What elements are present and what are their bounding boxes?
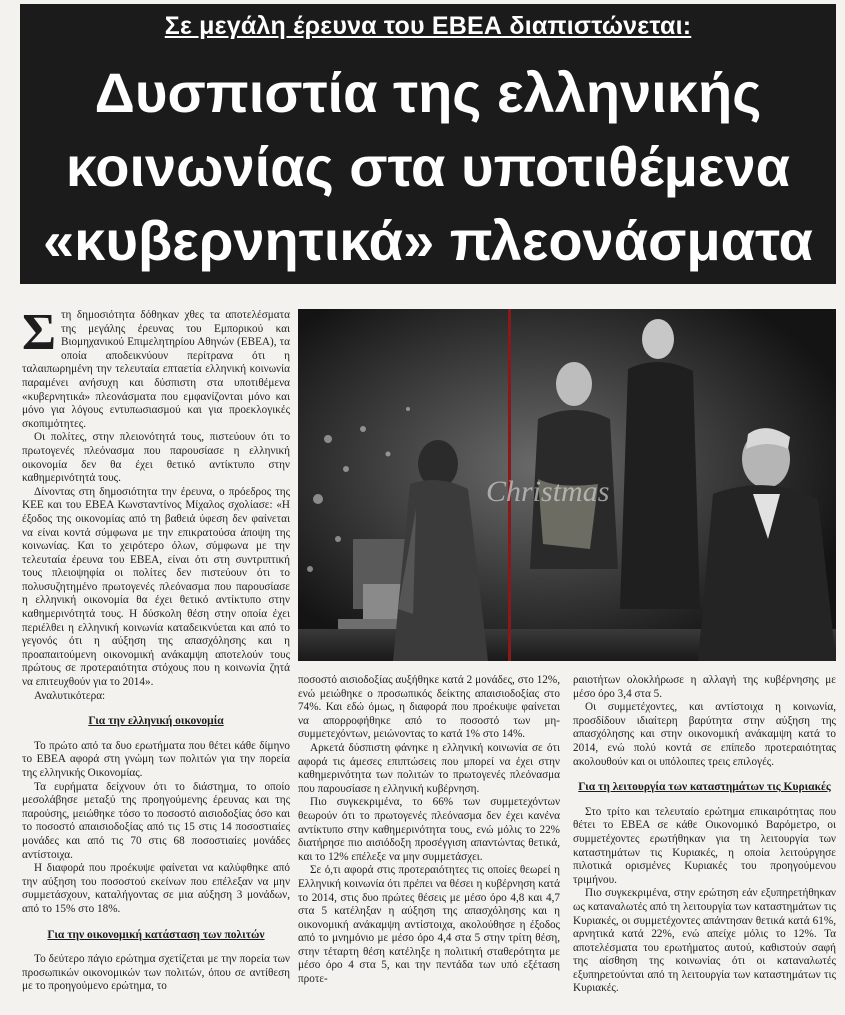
paragraph: Τα ευρήματα δείχνουν ότι το διάστημα, το οποίο μεσολάβησε μεταξύ της προηγούμενης έρευνας και της παρούσης, μειώθηκε τόσο το ποσοστό αισιοδοξίας όσο και το ποσοστό απαισιοδοξίας από τις 15 στις 14 ποσοστιαίες μονάδες και από τις 70 στις 68 ποσοστιαίες μονάδες αντίστοιχα. (22, 780, 290, 861)
section-heading: Για τη λειτουργία των καταστημάτων τις Κυριακές (578, 781, 831, 794)
article-column-3 (573, 674, 836, 996)
paragraph: Το πρώτο από τα δυο ερωτήματα που θέτει κάθε δίμηνο το ΕΒΕΑ αφορά στη γνώμη των πολιτών για την πορεία της ελληνικής Οικονομίας. (22, 739, 290, 779)
article-column-1 (22, 304, 290, 994)
paragraph: Το δεύτερο πάγιο ερώτημα σχετίζεται με την πορεία των προσωπικών οικονομικών των πολιτών, όπου σε αντίθεση με το προηγούμενο ερώτημα, το (22, 953, 290, 993)
headline-line-3: «κυβερνητικά» πλεονάσματα (43, 209, 813, 272)
paragraph: Σε ό,τι αφορά στις προτεραιότητες τις οποίες θεωρεί η Ελληνική κοινωνία ότι πρέπει να θέσει η κυβέρνηση κατά το 2014, στις δυο πρώτες θέσεις με μέσο όρο 4,8 και 4,7 στα 5 κατέληξαν η αύξηση της απασχόλησης και η οικονομική ανάκαμψη αντίστοιχα, ακολούθησε η έξοδος από το μνημόνιο με μέσο όρο 4,4 στα 5 στην τρίτη θέση, στην τέταρτη θέση κατέληξε η πολιτική σταθερότητα με μέσο όρο 4 στα 5, και την πεντάδα των υπό εξέταση προτε- (298, 864, 560, 986)
paragraph: ραιοτήτων ολοκλήρωσε η αλλαγή της κυβέρνησης με μέσο όρο 3,4 στα 5. (573, 674, 836, 700)
paragraph: ποσοστό αισιοδοξίας αυξήθηκε κατά 2 μονάδες, στο 12%, ενώ μειώθηκε ο προσωπικός δείκτης απαισιοδοξίας στο 74%. Και εδώ όμως, η διαφορά που προέκυψε φαίνεται να απορροφήθηκε από το ποσοστό των μη-συμμετεχόντων, μειώνοντας το κατά 1% στο 14%. (298, 674, 560, 741)
paragraph: Αρκετά δύσπιστη φάνηκε η ελληνική κοινωνία σε ότι αφορά τις άμεσες επιπτώσεις που μπορεί να έχει στην καθημερινότητα των πολιτών το πρωτογενές πλεόνασμα που παρουσίασε η ελληνική κυβέρνηση. (298, 741, 560, 795)
paragraph: Στη δημοσιότητα δόθηκαν χθες τα αποτελέσματα της μεγάλης έρευνας του Εμπορικού και Βιομηχανικού Επιμελητηρίου Αθηνών (ΕΒΕΑ), τα οποία αποδεικνύουν περίτρανα ότι η ταλαιπωρημένη την τελευταία επταετία ελληνική κοινωνία παραμένει ανήσυχη και δύσπιστη στα υποτιθέμενα «κυβερνητικά» πλεονάσματα που εμφανίζονται μόνο και μόνο για λόγους εντυπωσιασμού και για προεκλογικές σκοπιμότητες. (22, 304, 290, 430)
section-heading: Για την οικονομική κατάσταση των πολιτών (47, 928, 265, 941)
paragraph: Αναλυτικότερα: (34, 689, 106, 702)
drop-cap: Σ (22, 304, 56, 361)
section-heading: Για την ελληνική οικονομία (88, 715, 224, 728)
headline-banner (20, 4, 836, 284)
headline (20, 56, 836, 278)
paragraph: Δίνοντας στη δημοσιότητα την έρευνα, ο πρόεδρος της ΚΕΕ και του ΕΒΕΑ Κωνσταντίνος Μίχαλος σχολίασε: «Η έξοδος της οικονομίας από τη βαθειά ύφεση δεν φαίνεται να είναι κοντά σύμφωνα με την επικρατούσα άποψη της κοινωνίας. Και το χειρότερο όλων, σύμφωνα με την τελευταία έρευνα του ΕΒΕΑ, είναι ότι στη συντριπτική τους πλειοψηφία οι πολίτες δεν πιστεύουν ότι το πολυσυζητημένο πρωτογενές πλεόνασμα που παρουσίασε η ελληνική οικονομία θα έχει θετικό αντίκτυπο στην καθημερινότητά τους. Η δύσκολη θέση στην οποία έχει περιέλθει η ελληνική κοινωνία καταδεικνύεται και από το γεγονός ότι η αύξηση της απασχόλησης και η προαπαιτούμενη οικονομική ανάκαμψη αποτελούν τους πρώτους σε προτεραιότητα στόχους που η κοινωνία ζητά να επιτευχθούν για το 2014». (22, 485, 290, 689)
paragraph: Οι συμμετέχοντες, και αντίστοιχα η κοινωνία, προσδίδουν ιδιαίτερη βαρύτητα στην αύξηση της απασχόλησης και στην οικονομική ανάκαμψη κατά το 2014, ενώ πολύ κοντά σε επίπεδο προτεραιότητας ακολουθούν και οι υπόλοιπες τρεις επιλογές. (573, 701, 836, 768)
paragraph: Η διαφορά που προέκυψε φαίνεται να καλύφθηκε από την αύξηση του ποσοστού εκείνων που επέλεξαν να μην συμμετάσχουν, καταλήγοντας σε μια αύξηση 3 μονάδων, από το 15% στο 18%. (22, 862, 290, 915)
article-photo (298, 309, 836, 661)
headline-line-2: κοινωνίας στα υποτιθέμενα (65, 135, 791, 198)
window-sign: Christmas (486, 475, 610, 508)
paragraph: Στο τρίτο και τελευταίο ερώτημα επικαιρότητας που θέτει το ΕΒΕΑ σε κάθε Οικονομικό Βαρόμετρο, οι συμμετέχοντες ερωτήθηκαν για τη λειτουργία των καταστημάτων τις Κυριακές, η οποία λειτούργησε πιλοτικά ορισμένες Κυριακές του προηγούμενου τριμήνου. (573, 805, 836, 886)
headline-line-1: Δυσπιστία της ελληνικής (94, 61, 762, 124)
kicker: Σε μεγάλη έρευνα του ΕΒΕΑ διαπιστώνεται: (164, 12, 692, 40)
paragraph: Πιο συγκεκριμένα, στην ερώτηση εάν εξυπηρετήθηκαν ως καταναλωτές από τη λειτουργία των καταστημάτων τις Κυριακές, οι συμμετέχοντες απάντησαν θετικά κατά 61%, αρνητικά κατά 22%, ενώ απείχε μόλις το 12%. Τα αποτελέσματα του ερωτήματος αυτού, καθιστούν σαφή της αίσθηση της κοινωνίας ότι οι καταναλωτές εξυπηρετούνται από τη λειτουργία των καταστημάτων τις Κυριακές. (573, 887, 836, 995)
paragraph: Οι πολίτες, στην πλειονότητά τους, πιστεύουν ότι το πρωτογενές πλεόνασμα που παρουσίασε η ελληνική οικονομία δεν θα έχει θετικό αντίκτυπο στην καθημερινότητά τους. (22, 431, 290, 485)
article-column-2 (298, 674, 560, 987)
paragraph: Πιο συγκεκριμένα, το 66% των συμμετεχόντων θεωρούν ότι το πρωτογενές πλεόνασμα δεν έχει κανένα αντίκτυπο στην καθημερινότητα τους, ενώ μόλις το 22% διατήρησε πιο αισιόδοξη προσέγγιση απαντώντας θετικά, και το 12% επέλεξε να μην συμμετάσχει. (298, 796, 560, 863)
shop-window-photo (298, 309, 836, 661)
